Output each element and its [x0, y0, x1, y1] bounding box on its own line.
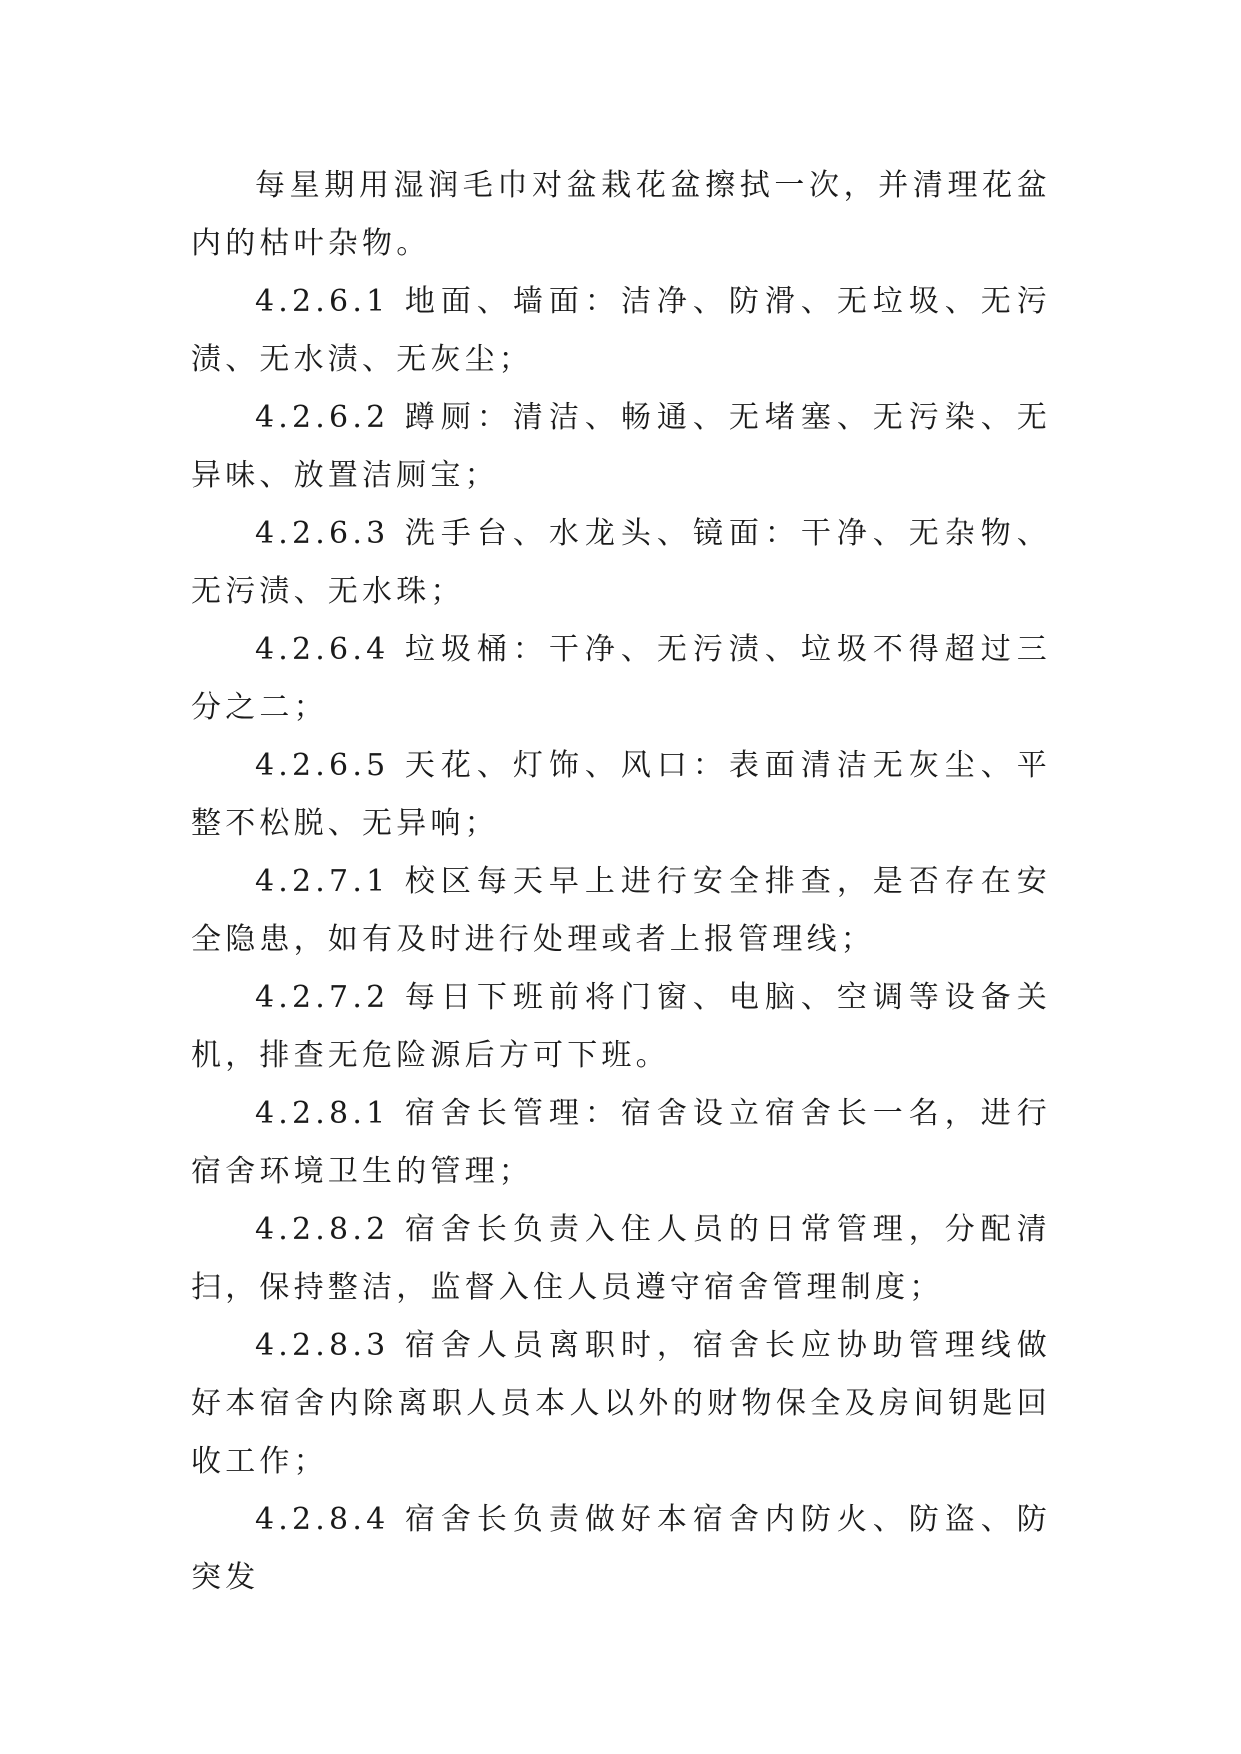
paragraph: 4.2.8.3 宿舍人员离职时，宿舍长应协助管理线做好本宿舍内除离职人员本人以外的财物保全及房间钥匙回收工作；: [191, 1328, 1051, 1479]
paragraph: 4.2.6.2 蹲厕：清洁、畅通、无堵塞、无污染、无异味、放置洁厕宝；: [191, 400, 1051, 493]
document-body: [191, 157, 1051, 1607]
paragraph: 4.2.6.4 垃圾桶：干净、无污渍、垃圾不得超过三分之二；: [191, 632, 1051, 725]
paragraph: 4.2.8.1 宿舍长管理：宿舍设立宿舍长一名，进行宿舍环境卫生的管理；: [191, 1096, 1051, 1189]
paragraph: 4.2.6.1 地面、墙面：洁净、防滑、无垃圾、无污渍、无水渍、无灰尘；: [191, 284, 1051, 377]
paragraph: 4.2.7.2 每日下班前将门窗、电脑、空调等设备关机，排查无危险源后方可下班。: [191, 980, 1051, 1073]
paragraph: 4.2.8.2 宿舍长负责入住人员的日常管理，分配清扫，保持整洁，监督入住人员遵守宿舍管理制度；: [191, 1212, 1051, 1305]
paragraph: 4.2.6.5 天花、灯饰、风口：表面清洁无灰尘、平整不松脱、无异响；: [191, 748, 1051, 841]
paragraph: 4.2.6.3 洗手台、水龙头、镜面：干净、无杂物、无污渍、无水珠；: [191, 516, 1051, 609]
paragraph: 每星期用湿润毛巾对盆栽花盆擦拭一次，并清理花盆内的枯叶杂物。: [191, 168, 1051, 261]
paragraph: 4.2.8.4 宿舍长负责做好本宿舍内防火、防盗、防突发: [191, 1502, 1051, 1595]
paragraph: 4.2.7.1 校区每天早上进行安全排查，是否存在安全隐患，如有及时进行处理或者上报管理线；: [191, 864, 1051, 957]
